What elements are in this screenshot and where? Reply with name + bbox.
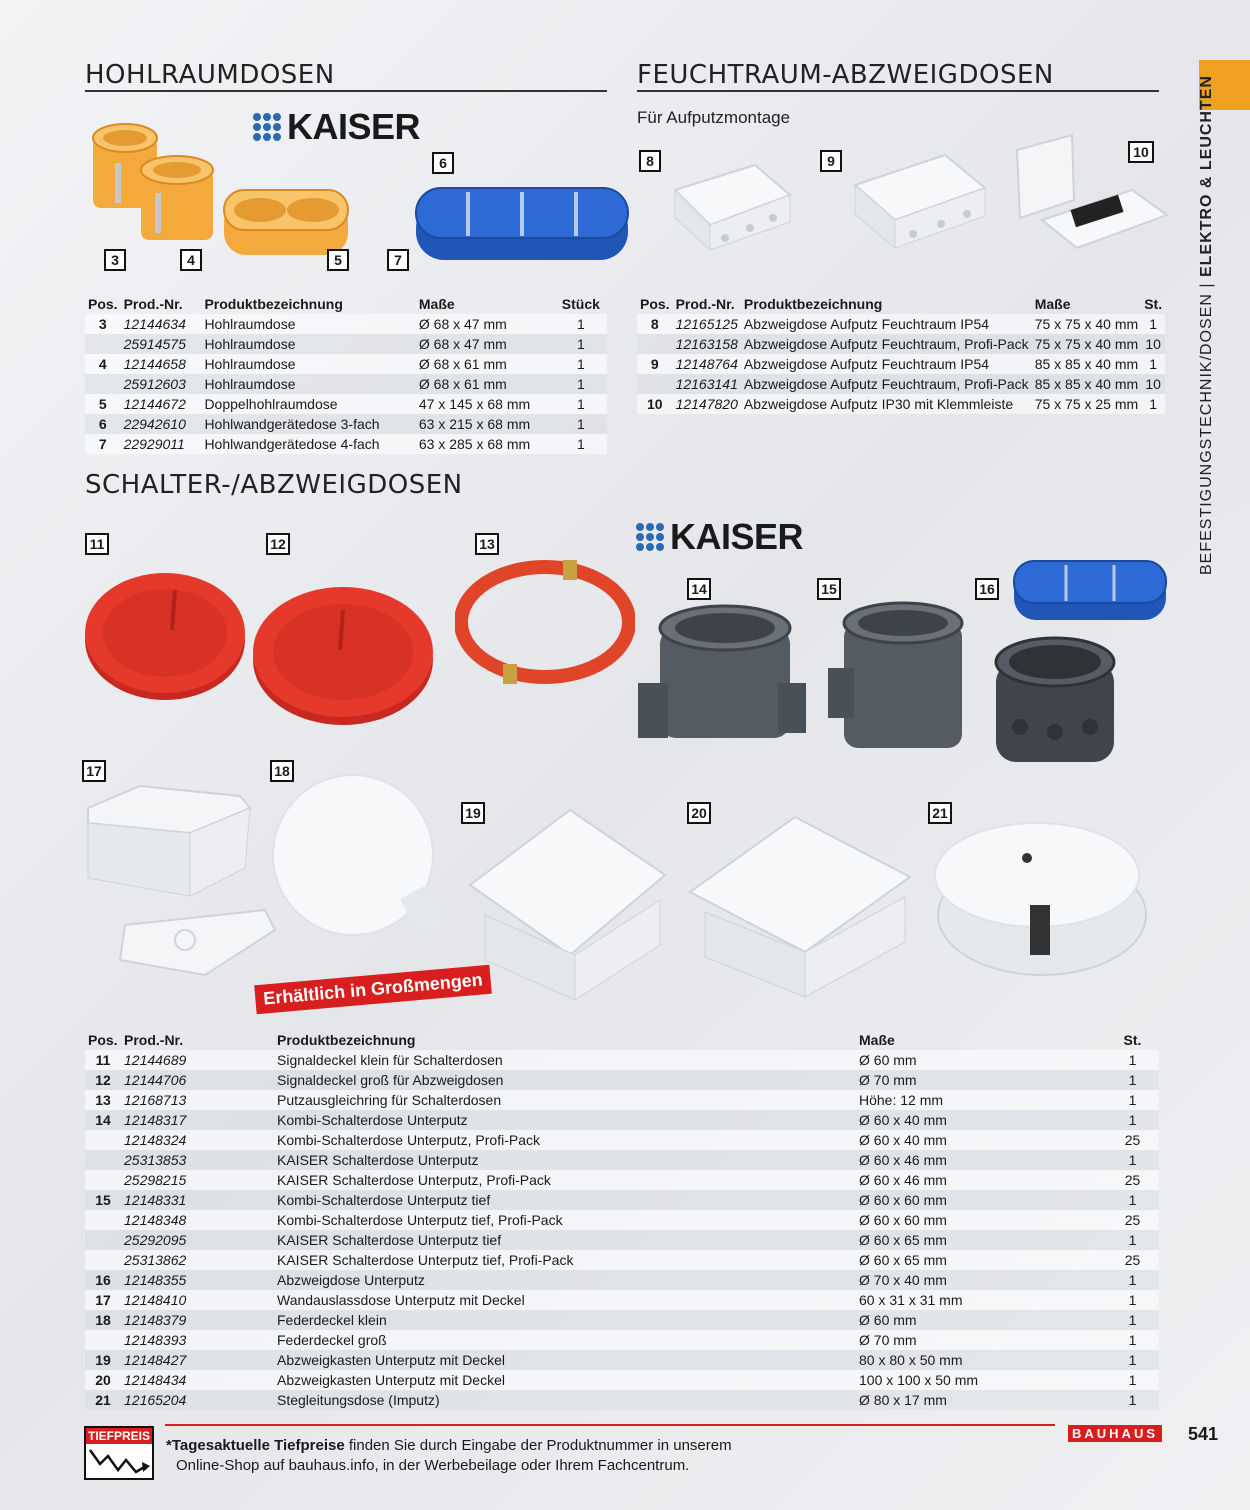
product-image-abzweigdose-unterputz-16	[990, 632, 1120, 772]
table-row	[85, 1050, 1159, 1070]
cell-size: Ø 60 mm	[856, 1050, 1106, 1070]
table-row	[85, 1250, 1159, 1270]
position-badge: 21	[928, 802, 952, 824]
product-image-abzweigdose-blau-16	[1010, 555, 1170, 630]
col-name-header: Produktbezeichnung	[743, 296, 883, 312]
cell-nr: 12144634	[121, 314, 202, 334]
cell-qty: 1	[1106, 1050, 1159, 1070]
cell-size: Ø 68 x 47 mm	[416, 314, 555, 334]
cell-name: Abzweigdose Aufputz IP30 mit Klemmleiste	[741, 394, 1032, 414]
cell-pos: 9	[637, 354, 673, 374]
cell-size: 63 x 215 x 68 mm	[416, 414, 555, 434]
cell-size: Ø 60 x 65 mm	[856, 1230, 1106, 1250]
cell-nr: 12163141	[673, 374, 741, 394]
cell-pos	[85, 1250, 121, 1270]
bauhaus-logo: BAUHAUS	[1068, 1425, 1162, 1442]
position-badge: 15	[817, 578, 841, 600]
tiefpreis-badge	[84, 1426, 154, 1480]
product-image-schalterdose-tief-15	[828, 598, 978, 758]
col-qty-header: St.	[1123, 1032, 1142, 1048]
cell-qty: 1	[1106, 1230, 1159, 1250]
cell-qty: 1	[555, 434, 607, 454]
cell-nr: 12148317	[121, 1110, 274, 1130]
table-row	[85, 1370, 1159, 1390]
cell-pos: 18	[85, 1310, 121, 1330]
cell-size: Höhe: 12 mm	[856, 1090, 1106, 1110]
cell-nr: 25313853	[121, 1150, 274, 1170]
table-row	[85, 394, 607, 414]
cell-size: Ø 70 x 40 mm	[856, 1270, 1106, 1290]
table-row	[85, 1110, 1159, 1130]
kaiser-logo	[636, 516, 803, 558]
cell-qty: 1	[1106, 1390, 1159, 1410]
table-row	[85, 1170, 1159, 1190]
cell-name: Putzausgleichring für Schalterdosen	[274, 1090, 856, 1110]
cell-name: Abzweigdose Unterputz	[274, 1270, 856, 1290]
cell-size: Ø 68 x 47 mm	[416, 334, 555, 354]
cell-qty: 1	[1106, 1090, 1159, 1110]
table-header-row	[85, 1030, 1159, 1050]
cell-nr: 12148324	[121, 1130, 274, 1150]
product-image-signaldeckel-klein-11	[80, 565, 250, 705]
table-row	[85, 1290, 1159, 1310]
cell-name: Kombi-Schalterdose Unterputz tief	[274, 1190, 856, 1210]
col-qty-header: St.	[1144, 296, 1163, 312]
table-row	[85, 334, 607, 354]
cell-name: Abzweigdose Aufputz Feuchtraum IP54	[741, 314, 1032, 334]
col-nr-header: Prod.-Nr.	[124, 1032, 184, 1048]
position-badge: 12	[266, 533, 290, 555]
kaiser-wordmark: KAISER	[287, 106, 421, 147]
cell-name: Abzweigdose Aufputz Feuchtraum, Profi-Pack	[741, 374, 1032, 394]
table-row	[637, 394, 1165, 414]
product-image-abzweigdose-9	[845, 140, 990, 255]
cell-qty: 1	[1106, 1070, 1159, 1090]
cell-pos: 3	[85, 314, 121, 334]
position-badge: 16	[975, 578, 999, 600]
cell-name: Hohlraumdose	[201, 314, 415, 334]
cell-name: Federdeckel groß	[274, 1330, 856, 1350]
cell-qty: 1	[1106, 1150, 1159, 1170]
kaiser-logo	[253, 106, 420, 148]
position-badge: 3	[104, 249, 126, 271]
cell-size: 60 x 31 x 31 mm	[856, 1290, 1106, 1310]
cell-qty: 25	[1106, 1130, 1159, 1150]
cell-pos	[85, 1130, 121, 1150]
cell-name: Federdeckel klein	[274, 1310, 856, 1330]
cell-size: Ø 60 x 60 mm	[856, 1210, 1106, 1230]
cell-qty: 1	[555, 414, 607, 434]
tiefpreis-label: TIEFPREIS	[87, 1429, 150, 1443]
footnote-line1: finden Sie durch Eingabe der Produktnummer in unserem	[344, 1437, 732, 1454]
cell-qty: 1	[1141, 394, 1165, 414]
position-badge: 5	[327, 249, 349, 271]
product-image-signaldeckel-gross-12	[248, 580, 438, 730]
position-badge: 17	[82, 760, 106, 782]
cell-nr: 12144689	[121, 1050, 274, 1070]
position-badge: 14	[687, 578, 711, 600]
category-side-label: BEFESTIGUNGSTECHNIK/DOSEN | ELEKTRO & LEUCHTEN	[1198, 75, 1215, 575]
cell-nr: 25292095	[121, 1230, 274, 1250]
kaiser-wordmark: KAISER	[670, 516, 804, 557]
section-title-feuchtraum: FEUCHTRAUM-ABZWEIGDOSEN	[637, 60, 1054, 90]
cell-name: Hohlwandgerätedose 4-fach	[201, 434, 415, 454]
cell-name: Signaldeckel klein für Schalterdosen	[274, 1050, 856, 1070]
cell-qty: 1	[555, 374, 607, 394]
cell-nr: 25914575	[121, 334, 202, 354]
product-image-wandauslassdose-deckel-17	[115, 905, 280, 980]
cell-nr: 12144706	[121, 1070, 274, 1090]
cell-size: Ø 60 x 46 mm	[856, 1150, 1106, 1170]
table-row	[85, 1070, 1159, 1090]
cell-name: Abzweigdose Aufputz Feuchtraum, Profi-Pack	[741, 334, 1032, 354]
cell-nr: 12144658	[121, 354, 202, 374]
cell-name: KAISER Schalterdose Unterputz tief	[274, 1230, 856, 1250]
cell-nr: 12148348	[121, 1210, 274, 1230]
cell-qty: 1	[1106, 1370, 1159, 1390]
cell-name: Hohlraumdose	[201, 374, 415, 394]
title-rule	[85, 90, 607, 92]
table-row	[85, 1210, 1159, 1230]
table-feuchtraum	[637, 294, 1165, 414]
table-row	[85, 414, 607, 434]
position-badge: 11	[85, 533, 109, 555]
cell-size: Ø 60 x 65 mm	[856, 1250, 1106, 1270]
cell-qty: 1	[555, 354, 607, 374]
cell-size: 63 x 285 x 68 mm	[416, 434, 555, 454]
cell-pos	[85, 374, 121, 394]
cell-pos	[85, 1210, 121, 1230]
cell-name: Kombi-Schalterdose Unterputz, Profi-Pack	[274, 1130, 856, 1150]
col-nr-header: Prod.-Nr.	[675, 296, 735, 312]
cell-pos: 12	[85, 1070, 121, 1090]
cell-size: 80 x 80 x 50 mm	[856, 1350, 1106, 1370]
table-row	[85, 1270, 1159, 1290]
cell-name: Kombi-Schalterdose Unterputz	[274, 1110, 856, 1130]
cell-pos: 8	[637, 314, 673, 334]
table-row	[637, 354, 1165, 374]
cell-name: KAISER Schalterdose Unterputz	[274, 1150, 856, 1170]
cell-nr: 12168713	[121, 1090, 274, 1110]
cell-name: Abzweigdose Aufputz Feuchtraum IP54	[741, 354, 1032, 374]
cell-nr: 22929011	[121, 434, 202, 454]
cell-name: Signaldeckel groß für Abzweigdosen	[274, 1070, 856, 1090]
cell-nr: 12148393	[121, 1330, 274, 1350]
footnote-bold: *Tagesaktuelle Tiefpreise	[166, 1437, 345, 1454]
cell-pos: 4	[85, 354, 121, 374]
footnote-line2: Online-Shop auf bauhaus.info, in der Werbebeilage oder Ihrem Fachcentrum.	[176, 1457, 690, 1474]
cell-pos	[85, 1230, 121, 1250]
cell-pos: 5	[85, 394, 121, 414]
table-row	[85, 1350, 1159, 1370]
cell-size: Ø 60 mm	[856, 1310, 1106, 1330]
table-row	[85, 434, 607, 454]
cell-qty: 1	[1106, 1270, 1159, 1290]
cell-name: Doppelhohlraumdose	[201, 394, 415, 414]
cell-size: Ø 70 mm	[856, 1070, 1106, 1090]
promo-label-grossmengen: Erhältlich in Großmengen	[254, 965, 492, 1014]
cell-nr: 22942610	[121, 414, 202, 434]
position-badge: 13	[475, 533, 499, 555]
cell-nr: 12148764	[673, 354, 741, 374]
table-row	[85, 1190, 1159, 1210]
cell-size: Ø 70 mm	[856, 1330, 1106, 1350]
section-title-hohlraumdosen: HOHLRAUMDOSEN	[85, 60, 335, 90]
page-number: 541	[1188, 1424, 1219, 1444]
kaiser-dots-icon	[253, 113, 281, 141]
table-row	[637, 334, 1165, 354]
cell-size: 75 x 75 x 40 mm	[1032, 314, 1142, 334]
cell-nr: 12144672	[121, 394, 202, 414]
col-size-header: Maße	[1034, 296, 1071, 312]
position-badge: 10	[1128, 141, 1154, 163]
cell-pos: 21	[85, 1390, 121, 1410]
cell-size: 75 x 75 x 40 mm	[1032, 334, 1142, 354]
cell-pos: 17	[85, 1290, 121, 1310]
price-drop-arrow-icon	[86, 1444, 152, 1478]
cell-nr: 12148427	[121, 1350, 274, 1370]
product-image-stegleitungsdose-21	[932, 820, 1152, 990]
product-image-abzweigkasten-20	[685, 812, 915, 1002]
cell-nr: 12147820	[673, 394, 741, 414]
cell-qty: 10	[1141, 334, 1165, 354]
col-size-header: Maße	[418, 296, 455, 312]
cell-qty: 1	[1106, 1190, 1159, 1210]
cell-size: 100 x 100 x 50 mm	[856, 1370, 1106, 1390]
section-title-schalterdosen: SCHALTER-/ABZWEIGDOSEN	[85, 470, 463, 500]
product-image-wandauslassdose-17	[80, 778, 255, 908]
cell-size: Ø 60 x 40 mm	[856, 1130, 1106, 1150]
cell-name: Abzweigkasten Unterputz mit Deckel	[274, 1350, 856, 1370]
table-row	[85, 1090, 1159, 1110]
cell-qty: 25	[1106, 1170, 1159, 1190]
cell-name: Hohlraumdose	[201, 354, 415, 374]
cell-nr: 12148434	[121, 1370, 274, 1390]
cell-qty: 1	[1106, 1110, 1159, 1130]
cell-size: Ø 60 x 46 mm	[856, 1170, 1106, 1190]
position-badge: 8	[639, 150, 661, 172]
cell-nr: 12165204	[121, 1390, 274, 1410]
cell-nr: 12148355	[121, 1270, 274, 1290]
table-row	[637, 374, 1165, 394]
cell-nr: 25313862	[121, 1250, 274, 1270]
position-badge: 7	[387, 249, 409, 271]
col-name-header: Produktbezeichnung	[277, 1032, 416, 1048]
kaiser-dots-icon	[636, 523, 664, 551]
cell-size: Ø 60 x 60 mm	[856, 1190, 1106, 1210]
table-row	[85, 1310, 1159, 1330]
cell-name: Wandauslassdose Unterputz mit Deckel	[274, 1290, 856, 1310]
cell-nr: 12148410	[121, 1290, 274, 1310]
cell-nr: 12148379	[121, 1310, 274, 1330]
cell-pos: 20	[85, 1370, 121, 1390]
table-row	[85, 354, 607, 374]
cell-pos: 13	[85, 1090, 121, 1110]
table-hohlraumdosen	[85, 294, 607, 454]
product-image-putzausgleichring-13	[455, 552, 635, 692]
footnote-tiefpreise	[166, 1436, 732, 1476]
cell-qty: 1	[555, 334, 607, 354]
table-row	[85, 1330, 1159, 1350]
col-name-header: Produktbezeichnung	[204, 296, 343, 312]
product-image-kombi-schalterdose-14	[638, 598, 808, 758]
col-pos-header: Pos.	[640, 296, 670, 312]
table-row	[85, 314, 607, 334]
cell-name: Hohlwandgerätedose 3-fach	[201, 414, 415, 434]
col-pos-header: Pos.	[88, 1032, 118, 1048]
cell-size: 75 x 75 x 25 mm	[1032, 394, 1142, 414]
table-row	[85, 1130, 1159, 1150]
cell-name: Abzweigkasten Unterputz mit Deckel	[274, 1370, 856, 1390]
cell-size: Ø 60 x 40 mm	[856, 1110, 1106, 1130]
cell-pos	[85, 334, 121, 354]
product-image-abzweigkasten-19	[465, 805, 670, 1005]
cell-qty: 1	[1106, 1310, 1159, 1330]
cell-pos	[637, 374, 673, 394]
cell-pos: 15	[85, 1190, 121, 1210]
table-row	[85, 1150, 1159, 1170]
cell-pos	[637, 334, 673, 354]
cell-size: Ø 68 x 61 mm	[416, 374, 555, 394]
footer-rule	[165, 1424, 1055, 1426]
position-badge: 6	[432, 152, 454, 174]
cell-size: Ø 68 x 61 mm	[416, 354, 555, 374]
cell-pos	[85, 1330, 121, 1350]
position-badge: 18	[270, 760, 294, 782]
cell-qty: 1	[1106, 1350, 1159, 1370]
cell-size: 85 x 85 x 40 mm	[1032, 354, 1142, 374]
position-badge: 20	[687, 802, 711, 824]
product-image-hohlwandgeraetedose-6	[410, 178, 635, 273]
cell-name: KAISER Schalterdose Unterputz tief, Profi-Pack	[274, 1250, 856, 1270]
cell-qty: 1	[1141, 354, 1165, 374]
cell-name: Stegleitungsdose (Imputz)	[274, 1390, 856, 1410]
title-rule	[637, 90, 1159, 92]
cell-size: 85 x 85 x 40 mm	[1032, 374, 1142, 394]
cell-size: 47 x 145 x 68 mm	[416, 394, 555, 414]
cell-nr: 12163158	[673, 334, 741, 354]
col-nr-header: Prod.-Nr.	[123, 296, 183, 312]
cell-pos: 10	[637, 394, 673, 414]
cell-pos: 16	[85, 1270, 121, 1290]
cell-pos: 19	[85, 1350, 121, 1370]
table-row	[85, 374, 607, 394]
cell-nr: 12165125	[673, 314, 741, 334]
cell-nr: 25912603	[121, 374, 202, 394]
product-image-hohlraumdose-4	[135, 148, 220, 248]
cell-qty: 1	[555, 314, 607, 334]
position-badge: 4	[180, 249, 202, 271]
cell-size: Ø 80 x 17 mm	[856, 1390, 1106, 1410]
section-subtitle-aufputz: Für Aufputzmontage	[637, 108, 791, 127]
product-image-abzweigdose-8	[665, 150, 795, 260]
cell-pos	[85, 1170, 121, 1190]
cell-qty: 1	[1106, 1290, 1159, 1310]
cell-nr: 25298215	[121, 1170, 274, 1190]
position-badge: 19	[461, 802, 485, 824]
cell-qty: 1	[1106, 1330, 1159, 1350]
col-pos-header: Pos.	[88, 296, 118, 312]
cell-qty: 1	[555, 394, 607, 414]
cell-pos: 11	[85, 1050, 121, 1070]
cell-qty: 10	[1141, 374, 1165, 394]
cell-pos: 7	[85, 434, 121, 454]
table-row	[85, 1230, 1159, 1250]
cell-qty: 25	[1106, 1210, 1159, 1230]
table-header-row	[85, 294, 607, 314]
position-badge: 9	[820, 150, 842, 172]
col-size-header: Maße	[859, 1032, 895, 1048]
col-qty-header: Stück	[561, 296, 600, 312]
cell-pos	[85, 1150, 121, 1170]
cell-pos: 6	[85, 414, 121, 434]
cell-name: Kombi-Schalterdose Unterputz tief, Profi-Pack	[274, 1210, 856, 1230]
cell-name: KAISER Schalterdose Unterputz, Profi-Pack	[274, 1170, 856, 1190]
table-row	[637, 314, 1165, 334]
cell-pos: 14	[85, 1110, 121, 1130]
product-image-federdeckel-18	[268, 770, 448, 950]
cell-nr: 12148331	[121, 1190, 274, 1210]
cell-qty: 1	[1141, 314, 1165, 334]
cell-qty: 25	[1106, 1250, 1159, 1270]
table-schalterdosen	[85, 1030, 1159, 1410]
cell-name: Hohlraumdose	[201, 334, 415, 354]
table-row	[85, 1390, 1159, 1410]
table-header-row	[637, 294, 1165, 314]
